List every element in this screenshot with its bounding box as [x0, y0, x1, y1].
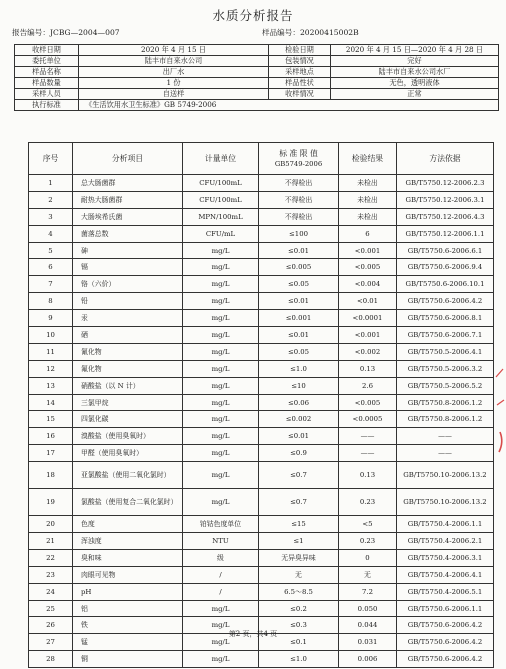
report-number — [12, 27, 120, 38]
cell-no: 22 — [29, 549, 73, 566]
info-value: 自送样 — [79, 89, 269, 100]
cell-limit: ≤10 — [259, 377, 339, 394]
cell-unit: mg/L — [183, 489, 259, 516]
cell-item: 肉眼可见物 — [73, 566, 183, 583]
info-value: 2020 年 4 月 15 日—2020 年 4 月 28 日 — [331, 45, 499, 56]
cell-no: 16 — [29, 428, 73, 445]
cell-method: GB/T5750.6-2006.4.2 — [397, 634, 494, 651]
cell-method: —— — [397, 445, 494, 462]
cell-limit: ≤0.06 — [259, 394, 339, 411]
cell-method: GB/T5750.12-2006.2.3 — [397, 175, 494, 192]
cell-item: 硒 — [73, 327, 183, 344]
cell-method: GB/T5750.12-2006.1.1 — [397, 225, 494, 242]
cell-no: 15 — [29, 411, 73, 428]
cell-limit: 无 — [259, 566, 339, 583]
cell-result: <0.005 — [339, 259, 397, 276]
cell-unit: mg/L — [183, 276, 259, 293]
cell-no: 21 — [29, 533, 73, 550]
cell-result: <0.004 — [339, 276, 397, 293]
col-header-no: 序号 — [29, 143, 73, 175]
cell-item: 耐热大肠菌群 — [73, 191, 183, 208]
cell-no: 14 — [29, 394, 73, 411]
info-row — [15, 78, 499, 89]
cell-method: GB/T5750.6-2006.7.1 — [397, 327, 494, 344]
cell-item: 砷 — [73, 242, 183, 259]
cell-result: 未检出 — [339, 175, 397, 192]
info-label: 委托单位 — [15, 56, 79, 67]
cell-item: 氯酸盐（使用复合二氧化氯时） — [73, 489, 183, 516]
table-row — [29, 411, 494, 428]
info-label: 包装情况 — [269, 56, 331, 67]
cell-unit: mg/L — [183, 445, 259, 462]
info-label: 样品数量 — [15, 78, 79, 89]
info-row — [15, 89, 499, 100]
table-row — [29, 175, 494, 192]
cell-result: 未检出 — [339, 191, 397, 208]
cell-result: 6 — [339, 225, 397, 242]
cell-method: GB/T5750.8-2006.1.2 — [397, 394, 494, 411]
cell-no: 6 — [29, 259, 73, 276]
col-header-limit — [259, 143, 339, 175]
cell-no: 4 — [29, 225, 73, 242]
info-row — [15, 45, 499, 56]
page-footer: 第2 页，共4 页 — [228, 630, 278, 638]
col-header-unit: 计量单位 — [183, 143, 259, 175]
table-row — [29, 549, 494, 566]
cell-result: <0.001 — [339, 327, 397, 344]
cell-item: 铬（六价） — [73, 276, 183, 293]
cell-unit: mg/L — [183, 310, 259, 327]
table-row — [29, 428, 494, 445]
cell-limit: ≤0.3 — [259, 617, 339, 634]
cell-unit: CFU/100mL — [183, 191, 259, 208]
cell-result: <0.0001 — [339, 310, 397, 327]
report-number-label: 报告编号： — [12, 28, 50, 37]
info-value: 《生活饮用水卫生标准》GB 5749-2006 — [79, 100, 499, 111]
info-label: 采样地点 — [269, 67, 331, 78]
cell-method: GB/T5750.6-2006.4.2 — [397, 293, 494, 310]
cell-unit: MPN/100mL — [183, 208, 259, 225]
cell-item: 三氯甲烷 — [73, 394, 183, 411]
cell-limit: ≤0.01 — [259, 293, 339, 310]
table-row — [29, 310, 494, 327]
table-row — [29, 533, 494, 550]
table-row — [29, 191, 494, 208]
cell-unit: mg/L — [183, 360, 259, 377]
red-stamp-mark — [494, 364, 506, 376]
cell-result: <0.001 — [339, 242, 397, 259]
sample-number — [262, 27, 359, 38]
cell-item: 氰化物 — [73, 343, 183, 360]
table-row — [29, 208, 494, 225]
cell-no: 5 — [29, 242, 73, 259]
cell-result: 0.13 — [339, 462, 397, 489]
info-value: 1 份 — [79, 78, 269, 89]
table-row — [29, 516, 494, 533]
cell-item: 铝 — [73, 600, 183, 617]
cell-limit: ≤0.01 — [259, 242, 339, 259]
cell-unit: CFU/100mL — [183, 175, 259, 192]
cell-result: 0.13 — [339, 360, 397, 377]
cell-result: 0.050 — [339, 600, 397, 617]
cell-method: GB/T5750.10-2006.13.2 — [397, 489, 494, 516]
table-row — [29, 360, 494, 377]
cell-item: 铜 — [73, 651, 183, 668]
cell-method: GB/T5750.6-2006.8.1 — [397, 310, 494, 327]
cell-no: 8 — [29, 293, 73, 310]
cell-item: 汞 — [73, 310, 183, 327]
cell-no: 9 — [29, 310, 73, 327]
cell-unit: NTU — [183, 533, 259, 550]
cell-result: 未检出 — [339, 208, 397, 225]
cell-item: 总大肠菌群 — [73, 175, 183, 192]
info-value: 2020 年 4 月 15 日 — [79, 45, 269, 56]
cell-item: 铁 — [73, 617, 183, 634]
cell-limit: 6.5～8.5 — [259, 583, 339, 600]
cell-unit: mg/L — [183, 394, 259, 411]
info-value: 无色，透明液体 — [331, 78, 499, 89]
red-stamp-mark — [494, 430, 506, 454]
cell-method: GB/T5750.4-2006.3.1 — [397, 549, 494, 566]
cell-result: <0.002 — [339, 343, 397, 360]
cell-item: 甲醛（使用臭氧时） — [73, 445, 183, 462]
cell-unit: mg/L — [183, 651, 259, 668]
cell-method: GB/T5750.6-2006.9.4 — [397, 259, 494, 276]
cell-no: 20 — [29, 516, 73, 533]
cell-limit: ≤1.0 — [259, 360, 339, 377]
cell-item: 铅 — [73, 293, 183, 310]
cell-item: 菌落总数 — [73, 225, 183, 242]
cell-unit: mg/L — [183, 617, 259, 634]
col-header-result: 检验结果 — [339, 143, 397, 175]
cell-unit: mg/L — [183, 462, 259, 489]
table-row — [29, 225, 494, 242]
cell-unit: mg/L — [183, 327, 259, 344]
cell-no: 3 — [29, 208, 73, 225]
table-row — [29, 259, 494, 276]
cell-result: 0 — [339, 549, 397, 566]
cell-unit: CFU/mL — [183, 225, 259, 242]
info-label: 检验日期 — [269, 45, 331, 56]
cell-result: <5 — [339, 516, 397, 533]
cell-method: GB/T5750.4-2006.1.1 — [397, 516, 494, 533]
table-row — [29, 462, 494, 489]
info-value: 正常 — [331, 89, 499, 100]
cell-limit: ≤1.0 — [259, 651, 339, 668]
cell-item: 硝酸盐（以 N 计） — [73, 377, 183, 394]
table-row — [29, 327, 494, 344]
cell-limit: 不得检出 — [259, 208, 339, 225]
cell-no: 12 — [29, 360, 73, 377]
cell-unit: mg/L — [183, 600, 259, 617]
cell-result: <0.01 — [339, 293, 397, 310]
table-row — [29, 276, 494, 293]
cell-no: 18 — [29, 462, 73, 489]
cell-limit: ≤0.01 — [259, 428, 339, 445]
cell-result: <0.005 — [339, 394, 397, 411]
col-header-item: 分析项目 — [73, 143, 183, 175]
cell-method: GB/T5750.4-2006.4.1 — [397, 566, 494, 583]
cell-limit: 不得检出 — [259, 175, 339, 192]
col-header-limit-line2: GB5749-2006 — [274, 159, 323, 168]
cell-item: 色度 — [73, 516, 183, 533]
cell-limit: ≤0.05 — [259, 276, 339, 293]
cell-unit: 级 — [183, 549, 259, 566]
info-value: 陆丰市自来水公司 — [79, 56, 269, 67]
report-number-value: JCBG—2004—007 — [49, 28, 120, 37]
cell-limit: ≤0.005 — [259, 259, 339, 276]
table-row — [29, 377, 494, 394]
info-row — [15, 56, 499, 67]
cell-limit: ≤0.9 — [259, 445, 339, 462]
cell-method: GB/T5750.6-2006.1.1 — [397, 600, 494, 617]
cell-no: 2 — [29, 191, 73, 208]
cell-no: 27 — [29, 634, 73, 651]
cell-no: 13 — [29, 377, 73, 394]
cell-result: —— — [339, 445, 397, 462]
table-row — [29, 489, 494, 516]
cell-no: 24 — [29, 583, 73, 600]
cell-item: 锰 — [73, 634, 183, 651]
cell-result: 0.044 — [339, 617, 397, 634]
cell-method: GB/T5750.5-2006.4.1 — [397, 343, 494, 360]
cell-limit: ≤0.002 — [259, 411, 339, 428]
table-row — [29, 394, 494, 411]
cell-unit: / — [183, 566, 259, 583]
cell-unit: mg/L — [183, 428, 259, 445]
cell-item: pH — [73, 583, 183, 600]
info-value: 出厂水 — [79, 67, 269, 78]
cell-limit: ≤0.001 — [259, 310, 339, 327]
cell-no: 7 — [29, 276, 73, 293]
info-label: 采样人员 — [15, 89, 79, 100]
cell-unit: mg/L — [183, 377, 259, 394]
cell-item: 亚氯酸盐（使用二氧化氯时） — [73, 462, 183, 489]
cell-item: 溴酸盐（使用臭氧时） — [73, 428, 183, 445]
cell-result: 0.031 — [339, 634, 397, 651]
cell-method: GB/T5750.4-2006.2.1 — [397, 533, 494, 550]
cell-limit: 不得检出 — [259, 191, 339, 208]
info-label: 收样情况 — [269, 89, 331, 100]
cell-limit: ≤0.7 — [259, 489, 339, 516]
cell-limit: ≤1 — [259, 533, 339, 550]
cell-unit: mg/L — [183, 242, 259, 259]
cell-result: 2.6 — [339, 377, 397, 394]
cell-unit: mg/L — [183, 634, 259, 651]
sample-number-label: 样品编号： — [262, 28, 300, 37]
cell-method: GB/T5750.8-2006.1.2 — [397, 411, 494, 428]
cell-method: GB/T5750.6-2006.10.1 — [397, 276, 494, 293]
info-value: 完好 — [331, 56, 499, 67]
cell-limit: ≤0.01 — [259, 327, 339, 344]
cell-item: 大肠埃希氏菌 — [73, 208, 183, 225]
cell-result: —— — [339, 428, 397, 445]
cell-item: 四氯化碳 — [73, 411, 183, 428]
cell-result: 0.23 — [339, 489, 397, 516]
cell-item: 氟化物 — [73, 360, 183, 377]
cell-unit: mg/L — [183, 259, 259, 276]
cell-no: 28 — [29, 651, 73, 668]
table-row — [29, 242, 494, 259]
cell-no: 23 — [29, 566, 73, 583]
info-label: 执行标准 — [15, 100, 79, 111]
cell-result: 7.2 — [339, 583, 397, 600]
col-header-method: 方法依据 — [397, 143, 494, 175]
report-title: 水质分析报告 — [212, 8, 294, 23]
cell-method: GB/T5750.5-2006.3.2 — [397, 360, 494, 377]
cell-limit: ≤15 — [259, 516, 339, 533]
cell-limit: ≤0.7 — [259, 462, 339, 489]
cell-method: —— — [397, 428, 494, 445]
table-row — [29, 566, 494, 583]
cell-result: 0.006 — [339, 651, 397, 668]
cell-no: 25 — [29, 600, 73, 617]
cell-limit: ≤0.1 — [259, 634, 339, 651]
table-row — [29, 343, 494, 360]
cell-method: GB/T5750.5-2006.5.2 — [397, 377, 494, 394]
cell-limit: ≤0.05 — [259, 343, 339, 360]
sample-info-table — [14, 44, 499, 111]
table-row — [29, 600, 494, 617]
cell-unit: mg/L — [183, 343, 259, 360]
red-stamp-mark — [494, 393, 506, 405]
cell-method: GB/T5750.12-2006.3.1 — [397, 191, 494, 208]
cell-method: GB/T5750.6-2006.4.2 — [397, 651, 494, 668]
table-row — [29, 293, 494, 310]
cell-limit: ≤0.2 — [259, 600, 339, 617]
results-table — [28, 142, 494, 668]
cell-unit: mg/L — [183, 411, 259, 428]
cell-no: 26 — [29, 617, 73, 634]
table-row — [29, 583, 494, 600]
table-row — [29, 651, 494, 668]
cell-no: 10 — [29, 327, 73, 344]
cell-method: GB/T5750.12-2006.4.3 — [397, 208, 494, 225]
cell-no: 11 — [29, 343, 73, 360]
cell-result: 0.23 — [339, 533, 397, 550]
table-row — [29, 445, 494, 462]
cell-method: GB/T5750.4-2006.5.1 — [397, 583, 494, 600]
cell-no: 1 — [29, 175, 73, 192]
cell-result: 无 — [339, 566, 397, 583]
info-label: 样品性状 — [269, 78, 331, 89]
col-header-limit-line1: 标 准 限 值 — [279, 148, 318, 158]
cell-limit: 无异臭异味 — [259, 549, 339, 566]
info-label: 收样日期 — [15, 45, 79, 56]
info-row — [15, 100, 499, 111]
cell-item: 浑浊度 — [73, 533, 183, 550]
cell-unit: / — [183, 583, 259, 600]
cell-method: GB/T5750.10-2006.13.2 — [397, 462, 494, 489]
cell-unit: 铂钴色度单位 — [183, 516, 259, 533]
info-row — [15, 67, 499, 78]
cell-unit: mg/L — [183, 293, 259, 310]
cell-method: GB/T5750.6-2006.4.2 — [397, 617, 494, 634]
cell-limit: ≤100 — [259, 225, 339, 242]
cell-result: <0.0005 — [339, 411, 397, 428]
info-label: 样品名称 — [15, 67, 79, 78]
info-value: 陆丰市自来水公司水厂 — [331, 67, 499, 78]
cell-item: 镉 — [73, 259, 183, 276]
results-header-row — [29, 143, 494, 175]
cell-no: 17 — [29, 445, 73, 462]
cell-no: 19 — [29, 489, 73, 516]
cell-method: GB/T5750.6-2006.6.1 — [397, 242, 494, 259]
sample-number-value: 20200415002B — [299, 28, 359, 37]
cell-item: 臭和味 — [73, 549, 183, 566]
